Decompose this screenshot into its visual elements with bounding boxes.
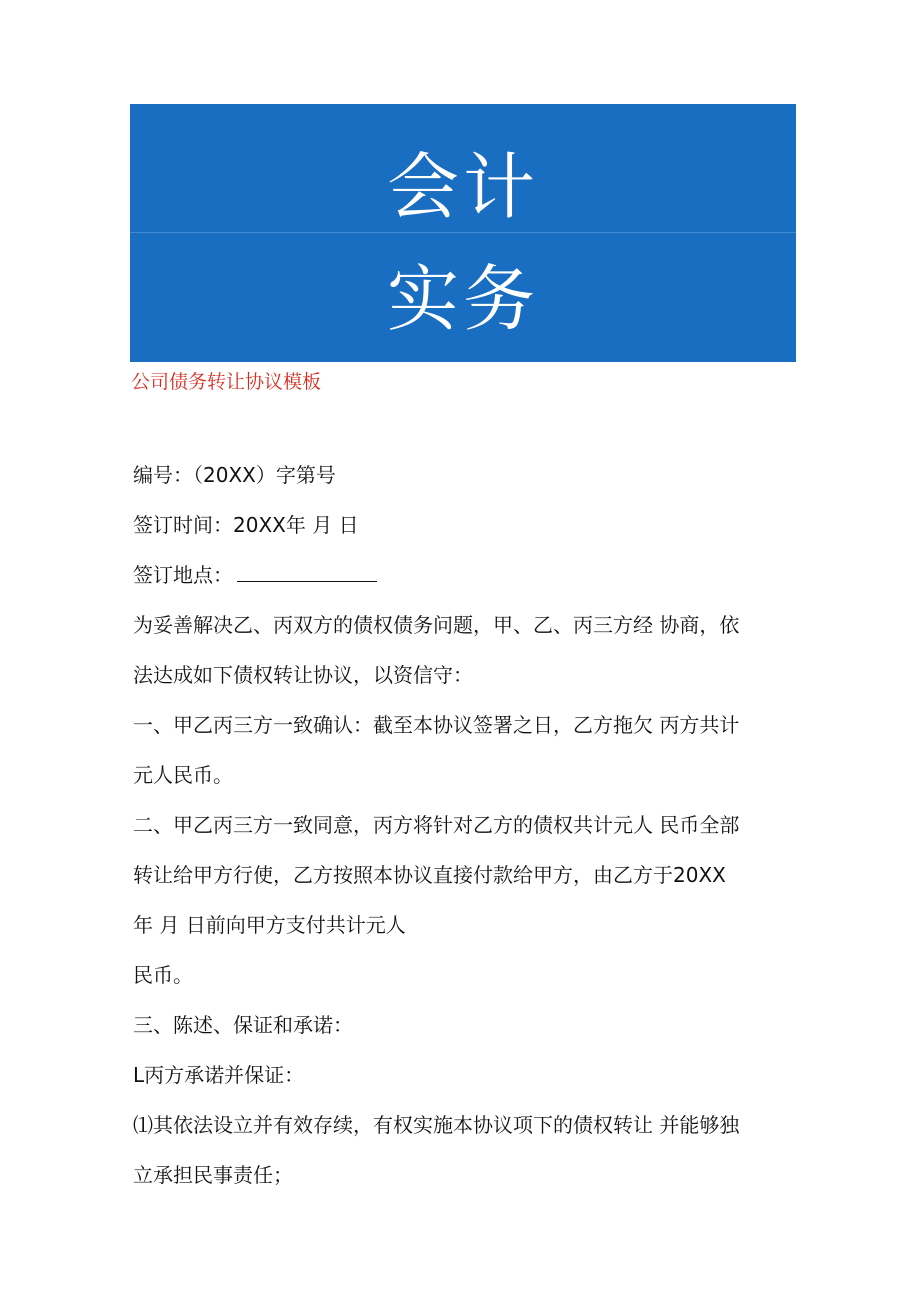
- title-banner: [130, 104, 796, 362]
- paragraph-line: 年 月 日前向甲方支付共计元人: [133, 913, 406, 937]
- paragraph-line: 为妥善解决乙、丙双方的债权债务问题，甲、乙、丙三方经 协商，依: [133, 613, 740, 637]
- sign-place-blank: [237, 559, 377, 582]
- sign-place-label: 签订地点：: [133, 563, 233, 587]
- paragraph-line: 立承担民事责任；: [133, 1163, 293, 1187]
- paragraph-line: L丙方承诺并保证：: [133, 1063, 305, 1087]
- banner-divider: [130, 232, 796, 233]
- banner-title-line1: 会计: [386, 145, 539, 229]
- document-subtitle: 公司债务转让协议模板: [131, 371, 322, 393]
- banner-title-line2: 实务: [386, 257, 539, 341]
- document-body: [133, 450, 801, 1200]
- paragraph-line: 民币。: [133, 963, 193, 987]
- paragraph-line: 元人民币。: [133, 763, 233, 787]
- paragraph-line: 一、甲乙丙三方一致确认：截至本协议签署之日，乙方拖欠 丙方共计: [133, 713, 740, 737]
- paragraph-line: 转让给甲方行使，乙方按照本协议直接付款给甲方，由乙方于20XX: [133, 863, 726, 887]
- paragraph-line: 法达成如下债权转让协议，以资信守：: [133, 663, 473, 687]
- sign-place: [133, 550, 801, 600]
- paragraph-line: 二、甲乙丙三方一致同意，丙方将针对乙方的债权共计元人 民币全部: [133, 813, 740, 837]
- contract-number: 编号：（20XX）字第号: [133, 463, 336, 487]
- paragraph-line: ⑴其依法设立并有效存续，有权实施本协议项下的债权转让 并能够独: [133, 1113, 740, 1137]
- paragraph-line: 三、陈述、保证和承诺：: [133, 1013, 353, 1037]
- sign-time: 签订时间：20XX年 月 日: [133, 513, 359, 537]
